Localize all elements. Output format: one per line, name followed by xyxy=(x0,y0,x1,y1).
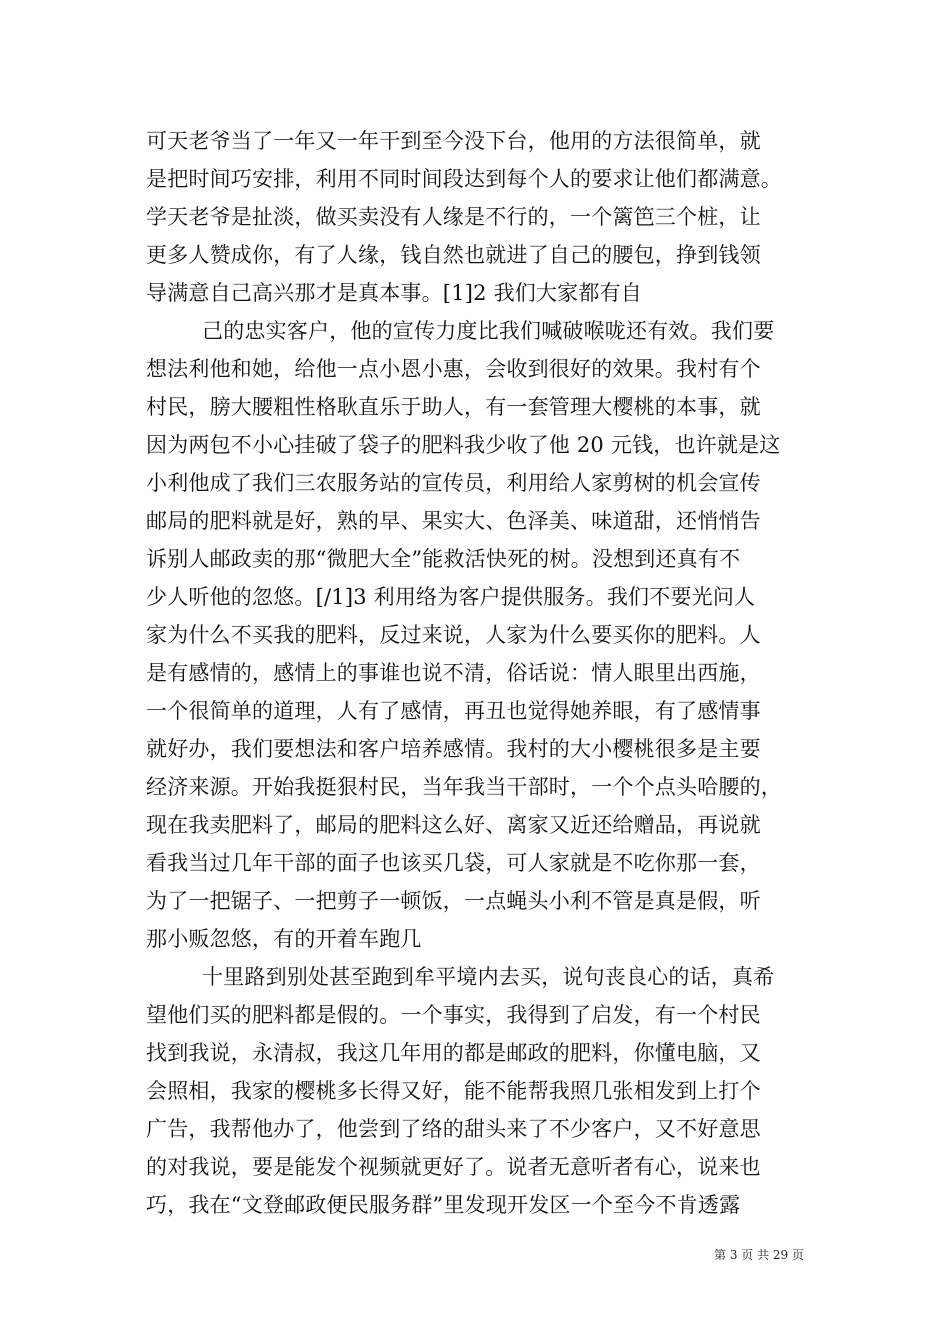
text-line: 的对我说，要是能发个视频就更好了。说者无意听者有心，说来也 xyxy=(146,1155,761,1179)
text-line: 是有感情的，感情上的事谁也说不清，俗话说：情人眼里出西施， xyxy=(146,661,761,685)
paragraph-start-line: 己的忠实客户，他的宣传力度比我们喊破喉咙还有效。我们要 xyxy=(202,319,775,343)
text-line: 学天老爷是扯淡，做买卖没有人缘是不行的，一个篱笆三个桩，让 xyxy=(146,205,761,229)
text-line: 为了一把锯子、一把剪子一顿饭，一点蝇头小利不管是真是假，听 xyxy=(146,889,761,913)
text-line: 望他们买的肥料都是假的。一个事实，我得到了启发，有一个村民 xyxy=(146,1003,761,1027)
text-line: 小利他成了我们三农服务站的宣传员，利用给人家剪树的机会宣传 xyxy=(146,471,761,495)
text-line: 少人听他的忽悠。[/1]3 利用络为客户提供服务。我们不要光问人 xyxy=(146,585,756,609)
text-line: 想法利他和她，给他一点小恩小惠，会收到很好的效果。我村有个 xyxy=(146,357,761,381)
text-line: 看我当过几年干部的面子也该买几袋，可人家就是不吃你那一套， xyxy=(146,851,761,875)
text-line: 村民，膀大腰粗性格耿直乐于助人，有一套管理大樱桃的本事，就 xyxy=(146,395,761,419)
text-line: 那小贩忽悠，有的开着车跑几 xyxy=(146,927,422,951)
text-line: 会照相，我家的樱桃多长得又好，能不能帮我照几张相发到上打个 xyxy=(146,1079,761,1103)
text-line: 可天老爷当了一年又一年干到至今没下台，他用的方法很简单，就 xyxy=(146,129,761,153)
text-line: 就好办，我们要想法和客户培养感情。我村的大小樱桃很多是主要 xyxy=(146,737,761,761)
page-number: 第 3 页 共 29 页 xyxy=(714,1248,804,1262)
paragraph-start-line: 十里路到别处甚至跑到牟平境内去买，说句丧良心的话，真希 xyxy=(202,965,775,989)
text-line: 更多人赞成你，有了人缘，钱自然也就进了自己的腰包，挣到钱领 xyxy=(146,243,761,267)
text-line: 家为什么不买我的肥料，反过来说，人家为什么要买你的肥料。人 xyxy=(146,623,761,647)
text-line: 巧，我在“文登邮政便民服务群”里发现开发区一个至今不肯透露 xyxy=(146,1193,741,1217)
text-line: 经济来源。开始我挺狠村民，当年我当干部时，一个个点头哈腰的， xyxy=(146,775,782,799)
text-line: 现在我卖肥料了，邮局的肥料这么好、离家又近还给赠品，再说就 xyxy=(146,813,761,837)
text-line: 邮局的肥料就是好，熟的早、果实大、色泽美、味道甜，还悄悄告 xyxy=(146,509,761,533)
text-line: 广告，我帮他办了，他尝到了络的甜头来了不少客户，又不好意思 xyxy=(146,1117,761,1141)
page-footer xyxy=(0,1246,950,1263)
text-line: 导满意自己高兴那才是真本事。[1]2 我们大家都有自 xyxy=(146,281,642,305)
body-text xyxy=(146,122,826,1224)
text-line: 诉别人邮政卖的那“微肥大全”能救活快死的树。没想到还真有不 xyxy=(146,547,741,571)
text-line: 找到我说，永清叔，我这几年用的都是邮政的肥料，你懂电脑，又 xyxy=(146,1041,761,1065)
text-line: 是把时间巧安排，利用不同时间段达到每个人的要求让他们都满意。 xyxy=(146,167,782,191)
text-line: 一个很简单的道理，人有了感情，再丑也觉得她养眼，有了感情事 xyxy=(146,699,761,723)
text-line: 因为两包不小心挂破了袋子的肥料我少收了他 20 元钱，也许就是这 xyxy=(146,433,781,457)
